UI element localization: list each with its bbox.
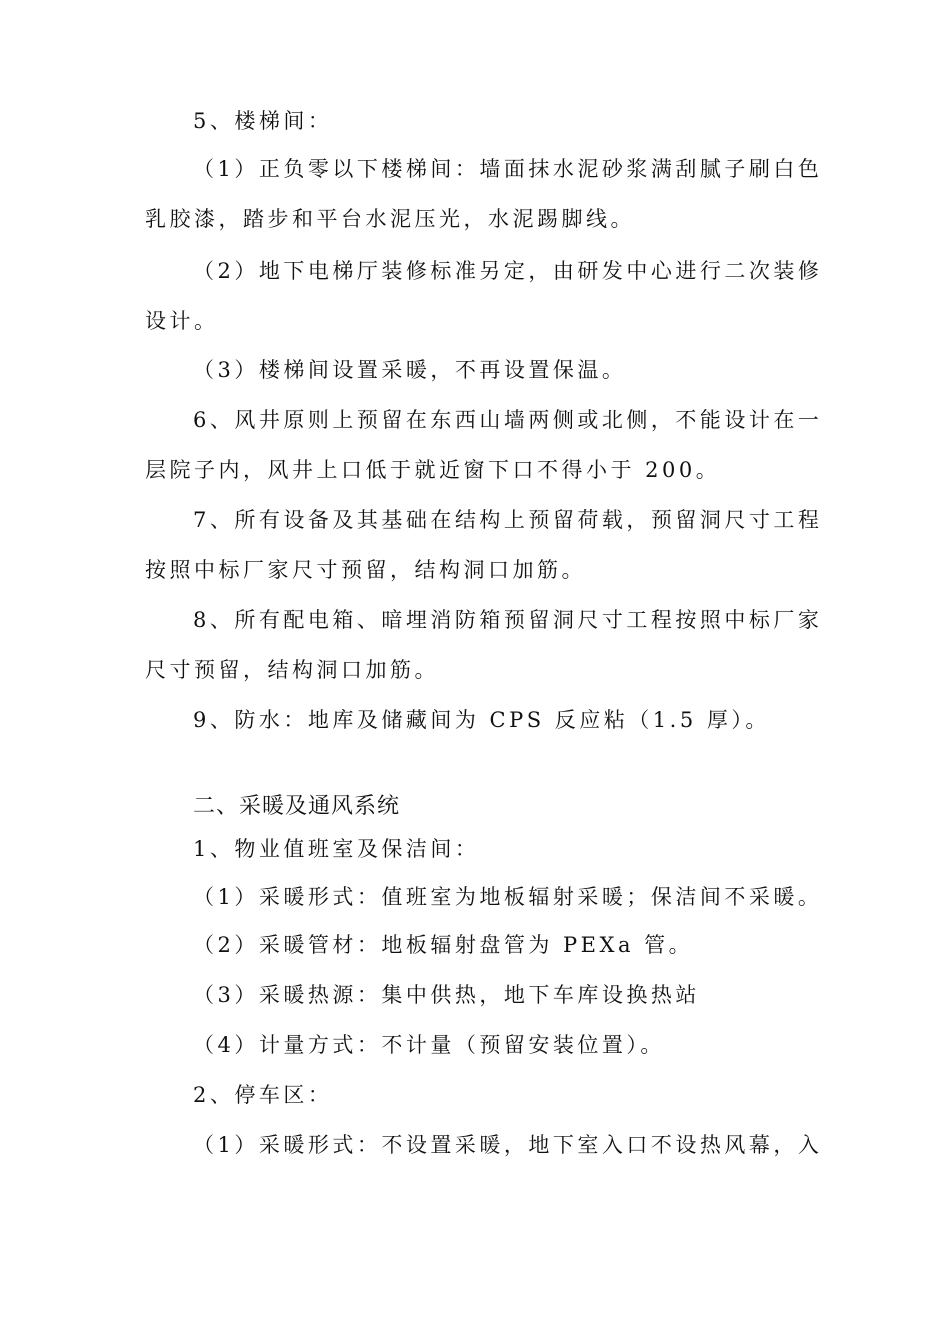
item-5-1-line-2: 乳胶漆，踏步和平台水泥压光，水泥踢脚线。 xyxy=(145,207,635,231)
section-item-1-3: （3）采暖热源：集中供热，地下车库设换热站 xyxy=(193,983,700,1007)
item-7-line-2: 按照中标厂家尺寸预留，结构洞口加筋。 xyxy=(145,558,586,582)
item-5-1-line-1: （1）正负零以下楼梯间：墙面抹水泥砂浆满刮腻子刷白色 xyxy=(193,157,823,181)
item-8-line-2: 尺寸预留，结构洞口加筋。 xyxy=(145,658,439,682)
item-5-3: （3）楼梯间设置采暖，不再设置保温。 xyxy=(193,358,627,382)
section-item-1: 1、物业值班室及保洁间： xyxy=(193,837,480,861)
section-item-1-1: （1）采暖形式：值班室为地板辐射采暖；保洁间不采暖。 xyxy=(193,885,823,909)
section-item-2-1: （1）采暖形式：不设置采暖，地下室入口不设热风幕，入 xyxy=(193,1133,823,1157)
item-8-line-1: 8、所有配电箱、暗埋消防箱预留洞尺寸工程按照中标厂家 xyxy=(193,608,823,632)
item-5-2-line-1: （2）地下电梯厅装修标准另定，由研发中心进行二次装修 xyxy=(193,259,823,283)
section-item-1-4: （4）计量方式：不计量（预留安装位置）。 xyxy=(193,1033,665,1057)
section-heading: 二、采暖及通风系统 xyxy=(193,794,401,819)
item-5-stairwell: 5、楼梯间： xyxy=(193,109,333,133)
item-6-line-1: 6、风井原则上预留在东西山墙两侧或北侧，不能设计在一 xyxy=(193,408,823,432)
section-item-2: 2、停车区： xyxy=(193,1083,333,1107)
item-7-line-1: 7、所有设备及其基础在结构上预留荷载，预留洞尺寸工程 xyxy=(193,508,823,532)
item-5-2-line-2: 设计。 xyxy=(145,309,219,333)
section-item-1-2: （2）采暖管材：地板辐射盘管为 PEXa 管。 xyxy=(193,933,694,957)
item-6-line-2: 层院子内，风井上口低于就近窗下口不得小于 200。 xyxy=(145,458,721,482)
item-9-waterproofing: 9、防水：地库及储藏间为 CPS 反应粘（1.5 厚）。 xyxy=(193,708,770,732)
